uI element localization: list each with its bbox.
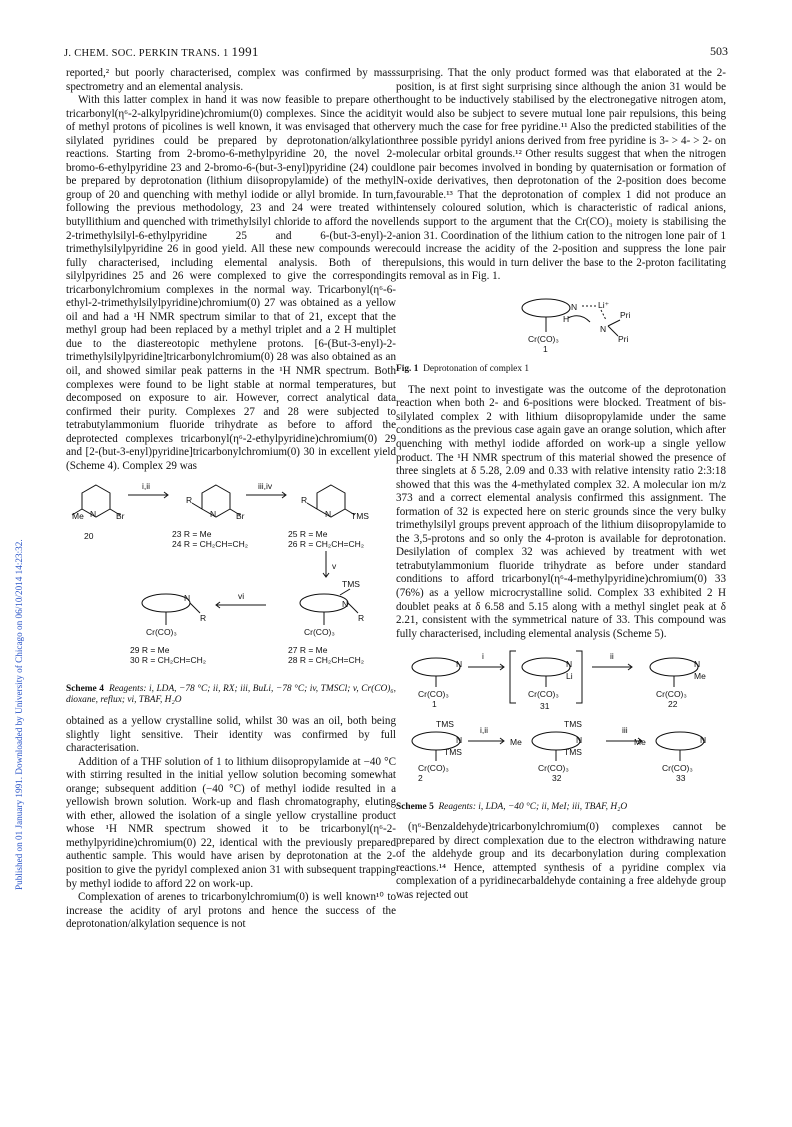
nitrogen-label: N	[566, 659, 573, 670]
nitrogen-label: N	[90, 509, 97, 520]
chromium-label: Cr(CO)₃	[528, 333, 559, 344]
compound-number: 22	[668, 699, 678, 710]
methyl-label: Me	[694, 671, 706, 682]
paragraph: Complexation of arenes to tricarbonylchromium(0) is well known¹⁰ to increase the acidity of aryl protons and hence the success of the deprotonation/alkylation sequence is not	[66, 891, 396, 931]
nitrogen-label: N	[456, 659, 463, 670]
compound-label: 29 R = Me	[130, 645, 170, 656]
arrow-label: i,ii	[480, 725, 489, 736]
page-header	[64, 44, 728, 58]
nitrogen-label: N	[700, 735, 707, 746]
lithium-label: Li	[566, 671, 573, 682]
isopropyl-label: Pri	[618, 333, 629, 344]
nitrogen-label: N	[571, 301, 578, 312]
r-label: R	[200, 613, 207, 624]
chromium-label: Cr(CO)₃	[538, 763, 569, 774]
right-column	[396, 67, 726, 903]
page-number: 503	[710, 44, 728, 58]
paragraph: The next point to investigate was the outcome of the deprotonation reaction when both 2- and 6-positions were blocked. Treatment of bis-silylated complex 2 with lithium diisopropylamide under the same conditions as the previous case again gave an orange solution, which after quenching with methyl iodide afforded on work-up a single yellow product. The ¹H NMR spectrum of this material showed the presence of three singlets at δ 5.28, 2.09 and 0.33 with relative intensity ratio 2:3:18 showed that this was the 4-methylated complex 32. A molecular ion m/z 373 and a correct elemental analysis confirmed this assignment. The formation of 32 is expected here on steric grounds since the very bulky trimethylsilyl groups prevent approach of the lithium diisopropylamide to the 3,5-protons and so only the 4-proton is available for deprotonation. Desilylation of complex 32 was achieved by treatment with wet tetrabutylammonium fluoride trihydrate as before under standard conditions to afford tricarbonyl(η⁶-4-methylpyridine)chromium(0) 33 (76%) as a yellow microcrystalline solid. Complex 33 exhibited 2 H doublet peaks at δ 6.58 and 5.15 along with a methyl singlet peak at δ 2.21, consistent with the symmetrical nature of 33. This compound was fully characterised, including elemental analysis (Scheme 5).	[396, 383, 726, 640]
paragraph: reported,² but poorly characterised, complex was confirmed by mass spectrometry and an elemental analysis.	[66, 67, 396, 93]
tms-label: TMS	[564, 747, 582, 758]
nitrogen-label: N	[456, 735, 463, 746]
tms-label: TMS	[564, 719, 582, 730]
bromo-label: Br	[236, 511, 245, 522]
scheme-5-drawing	[396, 645, 726, 795]
bromo-label: Br	[116, 511, 125, 522]
chromium-label: Cr(CO)₃	[418, 689, 449, 700]
figure-1-caption: Fig. 1 Deprotonation of complex 1	[396, 364, 530, 375]
nitrogen-label: N	[576, 735, 583, 746]
arrow-label: i	[482, 651, 484, 662]
r-label: R	[301, 495, 308, 506]
tms-label: TMS	[351, 511, 369, 522]
paragraph: obtained as a yellow crystalline solid, whilst 30 was an oil, both being slightly light sensitive. Their identity was confirmed by full characterisation.	[66, 714, 396, 755]
compound-number: 31	[540, 701, 550, 712]
nitrogen-label: N	[600, 323, 607, 334]
arrow-label: ii	[610, 651, 614, 662]
paragraph: (η⁶-Benzaldehyde)tricarbonylchromium(0) complexes cannot be prepared by direct complexation due to the electron withdrawing nature of the aldehyde group and its decarbonylation during complexation reactions.¹⁴ Hence, attempted synthesis of a pyridine complex via complexation of a pyridinecarbaldehyde containing a free aldehyde group was rejected out	[396, 821, 726, 901]
nitrogen-label: N	[325, 509, 332, 520]
methyl-label: Me	[510, 737, 522, 748]
isopropyl-label: Pri	[620, 309, 631, 320]
chromium-label: Cr(CO)₃	[304, 627, 335, 638]
compound-number: 2	[418, 773, 423, 784]
nitrogen-label: N	[342, 599, 349, 610]
scheme-4	[66, 477, 396, 707]
compound-label: 30 R = CH₂CH=CH₂	[130, 655, 207, 666]
chromium-label: Cr(CO)₃	[656, 689, 687, 700]
arrow-label: i,ii	[142, 481, 151, 492]
compound-number: 20	[84, 531, 94, 542]
r-label: R	[186, 495, 193, 506]
r-label: R	[358, 613, 365, 624]
lithium-label: Li⁺	[598, 299, 610, 310]
journal-name: J. CHEM. SOC. PERKIN TRANS. 1 1991	[64, 44, 259, 59]
chromium-label: Cr(CO)₃	[146, 627, 177, 638]
compound-number: 32	[552, 773, 562, 784]
nitrogen-label: N	[694, 659, 701, 670]
paragraph: Addition of a THF solution of 1 to lithium diisopropylamide at −40 °C with stirring resulted in the initial yellow solution becoming somewhat orange; subsequent addition (−40 °C) of methyl iodide resulted in a yellowish brown solution. Work-up and flash chromatography, eluting with ether, allowed the isolation of a single yellow crystalline product whose ¹H NMR spectrum showed it to be tricarbonyl(η⁶-2-methylpyridine)chromium(0) 22, identical with the previously prepared authentic sample. This would have arisen by deprotonation at the 2-position to give the pyridyl complexed anion 31 with subsequent trapping by methyl iodide to afford 22 on work-up.	[66, 755, 396, 890]
compound-label: 23 R = Me	[172, 529, 212, 540]
scheme-4-drawing	[66, 477, 396, 677]
arrow-label: vi	[238, 591, 245, 602]
compound-number: 1	[432, 699, 437, 710]
tms-label: TMS	[436, 719, 454, 730]
methyl-label: Me	[634, 737, 646, 748]
hydrogen-label: H	[563, 313, 570, 324]
tms-label: TMS	[342, 579, 360, 590]
scheme-5-caption: Scheme 5 Reagents: i, LDA, −40 °C; ii, MeI; iii, TBAF, H₂O	[396, 801, 628, 812]
compound-label: 27 R = Me	[288, 645, 328, 656]
nitrogen-label: N	[184, 593, 191, 604]
arrow-label: v	[332, 561, 337, 572]
compound-label: 28 R = CH₂CH=CH₂	[288, 655, 365, 666]
tms-label: TMS	[444, 747, 462, 758]
compound-number: 33	[676, 773, 686, 784]
figure-1	[396, 288, 726, 376]
chromium-label: Cr(CO)₃	[662, 763, 693, 774]
figure-1-drawing	[396, 288, 726, 358]
chromium-label: Cr(CO)₃	[528, 689, 559, 700]
compound-label: 25 R = Me	[288, 529, 328, 540]
paragraph: surprising. That the only product formed was that elaborated at the 2-position, is at first sight surprising since although the anion 31 would be thought to be inductively stabilised by the electronegative nitrogen atom, it would also be subject to severe mutual lone pair repulsions, this being very much the case for free pyridine.¹¹ Also the predicted stabilities of the three possible pyridyl anions derived from free pyridine is 3- > 4- > 2- on molecular orbital grounds.¹² Other results suggest that when the nitrogen lone pair becomes involved in bonding by quaternisation or formation of N-oxide derivatives, then deprotonation of the 2-position does become favourable.¹³ That the deprotonation of complex 1 did not produce an intensely coloured solution, which is characteristic of radical anions, lends support to the argument that the Cr(CO)₃ moiety is stabilising the anion 31. Coordination of the lithium cation to the nitrogen lone pair of 1 could increase the acidity of the 2-position and suppress the lone pair repulsions, this would in turn deliver the base to the 2-proton facilitating its removal as in Fig. 1.	[396, 67, 726, 283]
nitrogen-label: N	[210, 509, 217, 520]
arrow-label: iii,iv	[258, 481, 273, 492]
scheme-4-caption: Scheme 4 Reagents: i, LDA, −78 °C; ii, RX; iii, BuLi, −78 °C; iv, TMSCl; v, Cr(CO)₆, dioxane, reflux; vi, TBAF, H₂O	[66, 683, 396, 706]
download-watermark: Published on 01 January 1991. Downloaded by University of Chicago on 06/10/2014 14:23:32.	[14, 539, 24, 890]
compound-label: 24 R = CH₂CH=CH₂	[172, 539, 249, 550]
chromium-label: Cr(CO)₃	[418, 763, 449, 774]
paragraph: With this latter complex in hand it was now feasible to prepare other tricarbonyl(η⁶-2-alkylpyridine)chromium(0) complexes. Since the acidity of methyl protons of picolines is well known, it was envisaged that other silylated pyridines could be prepared by deprotonation/alkylation reactions. Starting from 2-bromo-6-methylpyridine 20, the novel 2-bromo-6-ethylpyridine 23 and 2-bromo-6-(but-3-enyl)pyridine (24) could be prepared by deprotonation (lithium diisopropylamide) of the methyl group of 20 and quenching with methyl iodide or allyl bromide. In turn, following the previous methodology, 23 and 24 were treated with butyllithium and quenched with trimethylsilyl chloride to afford the novel 2-trimethylsilyl-6-ethylpyridine 25 and 6-(but-3-enyl)-2-trimethylsilylpyridine 26 in good yield. All these new compounds were fully characterised, including elemental analysis. Both of the silylpyridines 25 and 26 were complexed to give the corresponding tricarbonylchromium complexes in the normal way. Tricarbonyl(η⁶-6-ethyl-2-trimethylsilylpyridine)chromium(0) 27 was obtained as a yellow oil and had a ¹H NMR spectrum similar to that of 21, except that the methyl group had been replaced by a methyl triplet and a 2 H multiplet due to the diastereotopic methylene protons. [6-(But-3-enyl)-2-trimethylsilylpyridine]tricarbonylchromium(0) 28 was also obtained as an oil, and showed similar peak patterns in the ¹H NMR spectrum. Both complexes were found to be light stable at normal temperatures, but decomposed on exposure to air. However, correct analytical data confirmed their purity. Complexes 27 and 28 were subjected to tetrabutylammonium fluoride trihydrate as before to afford the deprotected complexes tricarbonyl(η⁶-2-ethylpyridine)chromium(0) 29 and [2-(but-3-enyl)pyridine]tricarbonylchromium(0) 30 in excellent yield (Scheme 4). Complex 29 was	[66, 94, 396, 472]
arrow-label: iii	[622, 725, 628, 736]
scheme-5	[396, 645, 726, 813]
left-column	[66, 67, 396, 932]
compound-label: 26 R = CH₂CH=CH₂	[288, 539, 365, 550]
methyl-label: Me	[72, 511, 84, 522]
compound-number: 1	[543, 343, 548, 354]
